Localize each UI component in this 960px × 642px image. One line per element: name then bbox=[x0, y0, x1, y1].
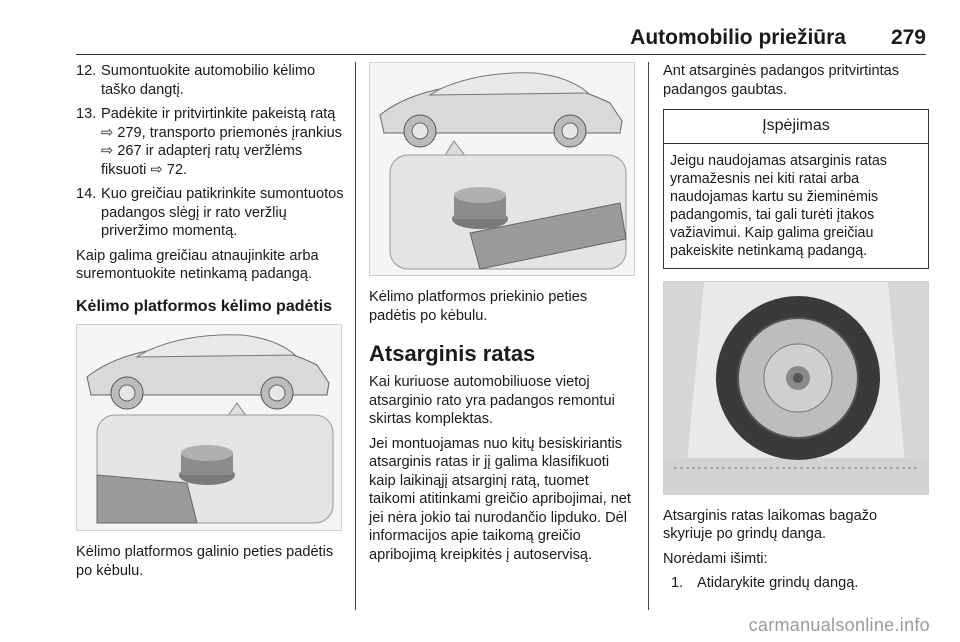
section-heading: Atsarginis ratas bbox=[369, 341, 536, 366]
page-header bbox=[76, 14, 926, 55]
column-divider bbox=[648, 62, 649, 610]
car-front-lift-illustration bbox=[369, 62, 635, 276]
step-number: 1. bbox=[671, 575, 684, 591]
paragraph: Norėdami išimti: bbox=[663, 550, 768, 567]
figure-caption: Atsarginis ratas laikomas bagažo skyriuje po grindų danga. bbox=[663, 507, 878, 542]
column-2 bbox=[369, 62, 633, 570]
paragraph: Kaip galima greičiau atnaujinkite arba suremontuokite netinkamą padangą. bbox=[76, 247, 319, 282]
step-number: 14. bbox=[76, 186, 97, 202]
list-item bbox=[76, 62, 346, 99]
step-text: Sumontuokite automobilio kėlimo taško dangtį. bbox=[101, 63, 316, 98]
car-rear-lift-illustration bbox=[76, 324, 342, 531]
paragraph: Jei montuojamas nuo kitų besiskiriantis atsarginis ratas ir jį galima klasifikuoti kaip laikinąjį atsarginį ratą, tuomet taikomi atitinkami greičio apribojimai, net jei nėra jokio tai nurodančio lipduko. Dėl informacijos apie taikomą greičio apribojimą kreipkitės į autoservisą. bbox=[369, 435, 631, 563]
paragraph: Kai kuriuose automobiliuose vietoj atsarginio rato yra padangos remontui skirtas komplektas. bbox=[369, 374, 615, 427]
page-number: 279 bbox=[890, 26, 926, 49]
warning-box bbox=[663, 109, 929, 269]
step-text: Padėkite ir pritvirtinkite pakeistą ratą ⇨ 279, transporto priemonės įrankius ⇨ 267 ir adapterį ratų veržlėms fiksuoti ⇨ 72. bbox=[101, 106, 342, 178]
step-text: Kuo greičiau patikrinkite sumontuotos padangos slėgį ir rato veržlių priveržimo momentą. bbox=[101, 186, 344, 239]
spare-wheel-illustration bbox=[663, 281, 929, 495]
figure-caption: Kėlimo platformos galinio peties padėtis po kėbulu. bbox=[76, 544, 334, 579]
warning-title: Įspėjimas bbox=[664, 110, 928, 144]
step-number: 13. bbox=[76, 106, 97, 122]
header-title: Automobilio priežiūra bbox=[630, 26, 846, 49]
list-item bbox=[76, 185, 346, 241]
list-item bbox=[671, 574, 929, 593]
section-subheading: Kėlimo platformos kėlimo padėtis bbox=[76, 297, 333, 315]
list-item bbox=[76, 105, 346, 179]
figure-caption: Kėlimo platformos priekinio peties padėtis po kėbulu. bbox=[369, 289, 588, 324]
paragraph: Ant atsarginės padangos pritvirtintas padangos gaubtas. bbox=[663, 63, 900, 98]
watermark-text: carmanualsonline.info bbox=[748, 615, 930, 635]
warning-text: Jeigu naudojamas atsarginis ratas yramažesnis nei kiti ratai arba naudojamas kartu su žieminėmis padangomis, tai gali turėti įtakos važiavimui. Kaip galima greičiau pakeiskite netinkamą padangą. bbox=[670, 152, 887, 259]
column-1 bbox=[76, 62, 346, 586]
column-divider bbox=[355, 62, 356, 610]
step-text: Atidarykite grindų dangą. bbox=[697, 575, 859, 591]
column-3 bbox=[663, 62, 929, 599]
step-number: 12. bbox=[76, 63, 97, 79]
